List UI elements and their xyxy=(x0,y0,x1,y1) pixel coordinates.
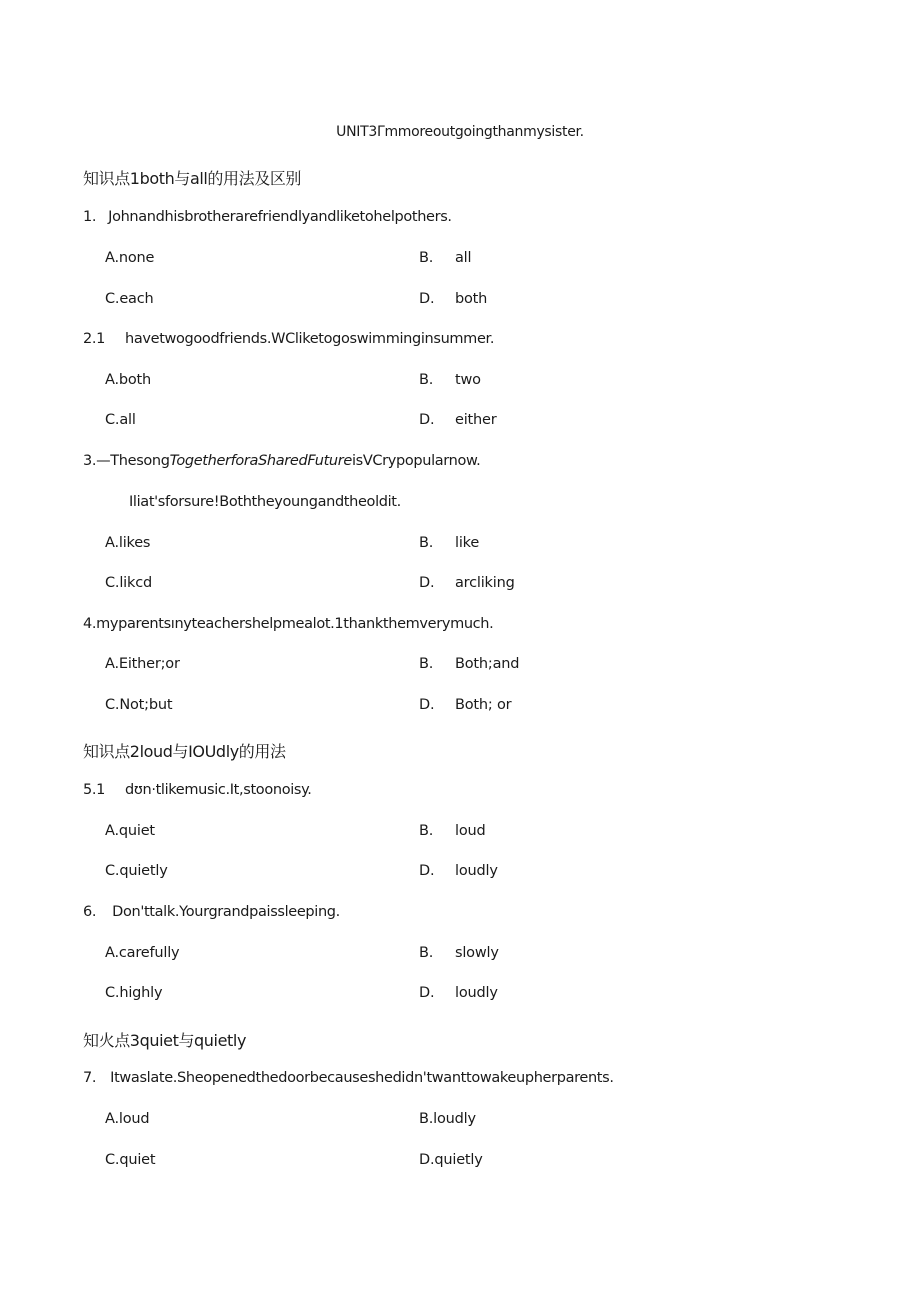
option-text: Both;and xyxy=(455,656,520,672)
song-title: TogetherforaSharedFuture xyxy=(169,453,352,469)
question-5 xyxy=(83,782,312,798)
option-d[interactable] xyxy=(419,985,498,1001)
option-d[interactable]: D.quietly xyxy=(419,1152,483,1168)
question-text: Don'ttalk.Yourgrandpaissleeping. xyxy=(112,904,340,920)
option-b[interactable] xyxy=(419,372,481,388)
option-a[interactable]: A.likes xyxy=(105,535,151,551)
question-3 xyxy=(83,453,480,469)
option-b[interactable] xyxy=(419,656,519,672)
option-b[interactable] xyxy=(419,945,499,961)
section-heading-3: 知火点3quiet与quietly xyxy=(83,1031,247,1050)
option-letter: D. xyxy=(419,412,435,428)
option-text: both xyxy=(455,291,488,307)
option-b[interactable] xyxy=(419,823,486,839)
option-d[interactable] xyxy=(419,697,511,713)
option-c[interactable]: C.Not;but xyxy=(105,697,173,713)
question-text: isVCrypopularnow. xyxy=(351,453,481,469)
section-heading-1: 知识点1both与all的用法及区别 xyxy=(83,169,302,188)
option-letter: B. xyxy=(419,535,434,551)
option-text: like xyxy=(455,535,480,551)
question-number: 6. xyxy=(83,904,97,920)
question-number: 2.1 xyxy=(83,331,106,347)
section-heading-2: 知识点2loud与IOUdly的用法 xyxy=(83,742,286,761)
option-c[interactable]: C.quietly xyxy=(105,863,168,879)
option-letter: B. xyxy=(419,945,434,961)
option-d[interactable] xyxy=(419,575,515,591)
option-a[interactable]: A.loud xyxy=(105,1111,150,1127)
option-c[interactable]: C.quiet xyxy=(105,1152,156,1168)
option-letter: D. xyxy=(419,697,435,713)
option-c[interactable]: C.all xyxy=(105,412,136,428)
option-b[interactable]: B.loudly xyxy=(419,1111,476,1127)
question-text: 4.myparentsınyteachershelpmealot.1thankthemverymuch. xyxy=(83,616,494,632)
question-text: Itwaslate.Sheopenedthedoorbecauseshedidn'twanttowakeupherparents. xyxy=(110,1070,614,1086)
option-b[interactable] xyxy=(419,250,471,266)
option-a[interactable]: A.quiet xyxy=(105,823,155,839)
option-c[interactable]: C.highly xyxy=(105,985,163,1001)
question-4 xyxy=(83,616,493,632)
option-text: all xyxy=(455,250,472,266)
option-a[interactable]: A.carefully xyxy=(105,945,180,961)
option-text: arcliking xyxy=(455,575,515,591)
question-number: 5.1 xyxy=(83,782,106,798)
option-text: loudly xyxy=(455,985,498,1001)
option-text: loud xyxy=(455,823,486,839)
option-text: Both; or xyxy=(455,697,512,713)
option-text: two xyxy=(455,372,481,388)
question-1 xyxy=(83,209,452,225)
option-c[interactable]: C.likcd xyxy=(105,575,152,591)
option-d[interactable] xyxy=(419,291,487,307)
option-a[interactable]: A.Either;or xyxy=(105,656,180,672)
question-number: 7. xyxy=(83,1070,97,1086)
question-3-dialogue-reply: Iliat'sforsure!Boththeyoungandtheoldit. xyxy=(129,494,401,510)
option-letter: D. xyxy=(419,291,435,307)
question-number: 1. xyxy=(83,209,97,225)
option-text: either xyxy=(455,412,497,428)
option-letter: B. xyxy=(419,823,434,839)
question-7 xyxy=(83,1070,614,1086)
option-text: slowly xyxy=(455,945,499,961)
option-letter: B. xyxy=(419,656,434,672)
option-letter: D. xyxy=(419,575,435,591)
question-6 xyxy=(83,904,340,920)
question-text: havetwogoodfriends.WClike​togoswimminginsummer. xyxy=(125,331,495,347)
option-d[interactable] xyxy=(419,863,498,879)
option-letter: D. xyxy=(419,863,435,879)
question-number: 3.—Thesong xyxy=(83,453,170,469)
option-letter: B. xyxy=(419,250,434,266)
worksheet-title: UNIT3Γmmoreoutgoingthanmysister. xyxy=(336,124,584,140)
option-a[interactable]: A.none xyxy=(105,250,155,266)
option-c[interactable]: C.each xyxy=(105,291,154,307)
option-letter: D. xyxy=(419,985,435,1001)
option-text: loudly xyxy=(455,863,498,879)
option-d[interactable] xyxy=(419,412,497,428)
option-letter: B. xyxy=(419,372,434,388)
question-2 xyxy=(83,331,494,347)
option-b[interactable] xyxy=(419,535,479,551)
question-text: Johnandhisbrotherarefriendlyandliketohelpothers. xyxy=(108,209,452,225)
option-a[interactable]: A.both xyxy=(105,372,152,388)
question-text: dʊn·tlikemusic.It,stoonoisy. xyxy=(125,782,312,798)
